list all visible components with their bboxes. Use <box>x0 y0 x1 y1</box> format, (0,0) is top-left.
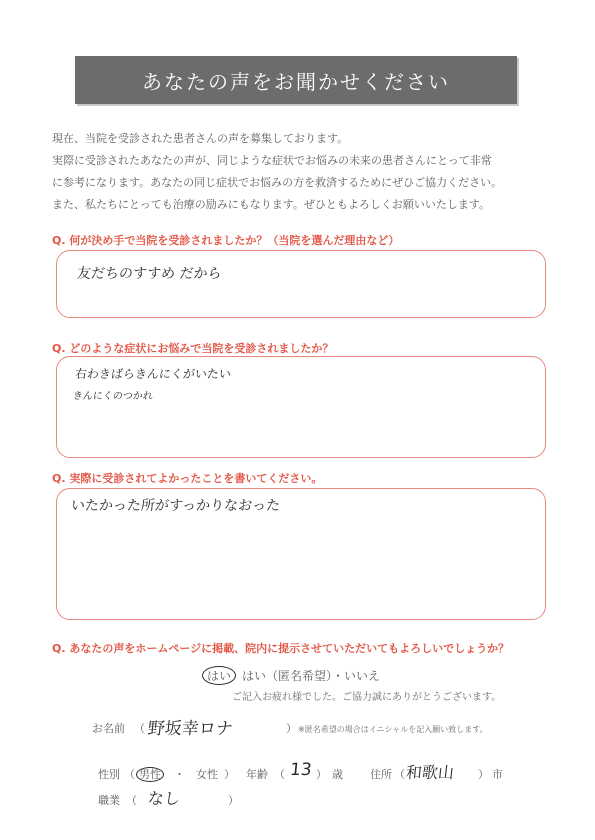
age-value[interactable]: 13 <box>288 760 313 780</box>
age-label: 年齢 <box>246 768 268 781</box>
question-1-text: Q. 何が決め手で当院を受診されましたか？（当院を選んだ理由など） <box>52 234 400 247</box>
consent-selected-yes[interactable]: はい <box>202 666 236 685</box>
answer-box-3[interactable] <box>56 488 546 620</box>
answer-3-line-1: いたかった所がすっかりなおった <box>70 498 281 514</box>
occupation-label: 職業 <box>98 794 120 807</box>
consent-options[interactable] <box>202 666 380 685</box>
consent-question: Q. あなたの声をホームページに掲載、院内に提示させていただいてもよろしいでしょうか？ <box>52 642 510 655</box>
consent-options-text: はい（匿名希望）・いいえ <box>242 669 381 683</box>
gender-female-option[interactable]: 女性 <box>196 768 218 781</box>
address-label: 住所 <box>370 768 392 781</box>
age-unit: 歳 <box>332 768 343 781</box>
gender-separator: ・ <box>174 768 185 781</box>
thanks-message: ご記入お疲れ様でした。ご協力誠にありがとうございます。 <box>232 692 502 703</box>
address-value[interactable]: 和歌山 <box>404 763 455 782</box>
address-unit: 市 <box>492 768 503 781</box>
address-open-paren: （ <box>394 768 405 781</box>
intro-line: に参考になります。あなたの同じ症状でお悩みの方を救済するためにぜひご協力ください。 <box>52 176 503 189</box>
occupation-close-paren: ） <box>228 794 239 807</box>
page-title: あなたの声をお聞かせください <box>142 69 450 94</box>
occupation-open-paren: （ <box>126 794 137 807</box>
name-open-paren: （ <box>134 722 145 735</box>
age-open-paren: （ <box>274 768 285 781</box>
answer-2-line-1: 右わきばらきんにくがいたい <box>74 367 232 381</box>
age-close-paren: ） <box>316 768 327 781</box>
intro-line: 実際に受診されたあなたの声が、同じような症状でお悩みの未来の患者さんにとって非常 <box>52 154 492 167</box>
intro-paragraph <box>52 128 562 216</box>
intro-line: また、私たちにとっても治療の励みにもなります。ぜひともよろしくお願いいたします。 <box>52 198 491 211</box>
question-2-text: Q. どのような症状にお悩みで当院を受診されましたか？ <box>52 342 334 355</box>
answer-1-line-1: 友だちのすすめ だから <box>76 266 223 282</box>
name-label: お名前 <box>92 722 125 735</box>
gender-male-selected[interactable]: 男性 <box>136 767 164 782</box>
name-close-paren: ） <box>286 722 297 735</box>
intro-line: 現在、当院を受診された患者さんの声を募集しております。 <box>52 132 349 145</box>
question-3-text: Q. 実際に受診されてよかったことを書いてください。 <box>52 472 323 485</box>
answer-2-line-2: きんにくのつかれ <box>72 391 154 402</box>
title-banner <box>75 56 517 104</box>
anonymous-note: ※匿名希望の場合はイニシャルを記入願い致します。 <box>298 725 488 734</box>
answer-box-2[interactable] <box>56 356 546 458</box>
gender-label: 性別 <box>98 768 120 781</box>
address-close-paren: ） <box>478 768 489 781</box>
gender-open-paren: （ <box>124 768 135 781</box>
gender-male-option[interactable] <box>136 766 164 782</box>
occupation-value[interactable]: なし <box>146 789 181 808</box>
gender-close-paren: ） <box>224 768 235 781</box>
answer-box-1[interactable] <box>56 250 546 318</box>
name-value[interactable]: 野坂幸ロナ <box>146 719 234 739</box>
